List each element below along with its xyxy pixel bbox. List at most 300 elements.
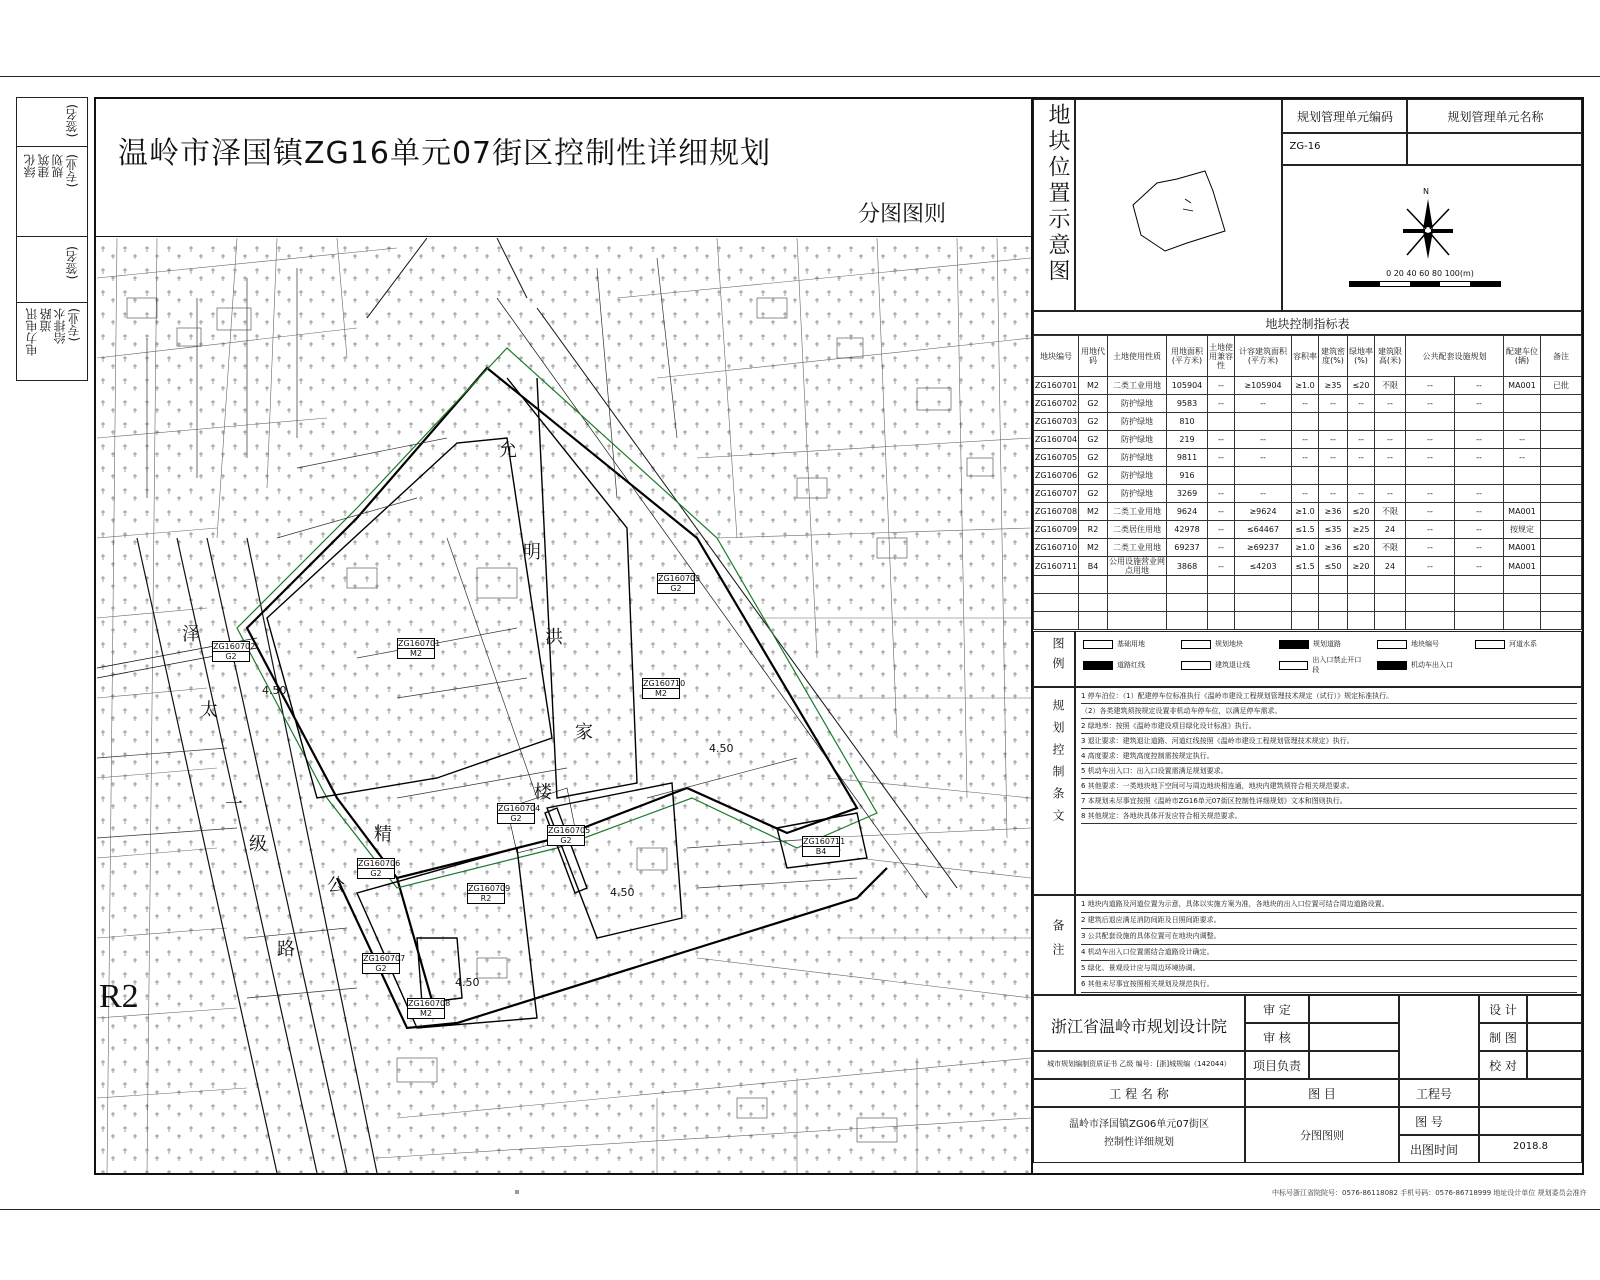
table-cell: 已批 bbox=[1541, 377, 1582, 395]
sign-label: (专业) bbox=[67, 308, 81, 342]
parcel-use: B4 bbox=[803, 846, 839, 856]
table-cell: 105904 bbox=[1167, 377, 1208, 395]
table-cell bbox=[1541, 503, 1582, 521]
table-cell bbox=[1541, 431, 1582, 449]
project-no-value bbox=[1479, 1079, 1582, 1107]
unit-name-cell bbox=[1407, 133, 1582, 165]
table-cell bbox=[1455, 612, 1504, 630]
scale-bar bbox=[1349, 281, 1501, 287]
page-title: 温岭市泽国镇ZG16单元07街区控制性详细规划 bbox=[118, 136, 772, 171]
table-cell bbox=[1319, 612, 1348, 630]
table-header: 备注 bbox=[1541, 336, 1582, 377]
table-cell bbox=[1034, 612, 1079, 630]
table-cell bbox=[1079, 576, 1108, 594]
table-cell bbox=[1208, 413, 1235, 431]
table-row bbox=[1034, 503, 1582, 521]
table-cell: -- bbox=[1455, 539, 1504, 557]
page-subtitle: 分图图则 bbox=[858, 202, 947, 227]
table-cell bbox=[1235, 594, 1292, 612]
remarks-line: 2 建筑后退应满足消防间距及日照间距要求。 bbox=[1081, 913, 1577, 929]
parcel-code: ZG160710 bbox=[643, 679, 686, 688]
table-cell bbox=[1541, 521, 1582, 539]
rules-line: 3 退让要求：建筑退让道路、河道红线按照《温岭市建设工程规划管理技术规定》执行。 bbox=[1081, 734, 1577, 749]
table-cell: ≥1.0 bbox=[1292, 377, 1319, 395]
table-cell: R2 bbox=[1079, 521, 1108, 539]
table-cell: -- bbox=[1208, 449, 1235, 467]
table-cell: -- bbox=[1348, 395, 1375, 413]
table-cell bbox=[1504, 485, 1541, 503]
table-cell bbox=[1167, 594, 1208, 612]
table-cell bbox=[1541, 594, 1582, 612]
parcel-label bbox=[397, 638, 441, 659]
table-cell bbox=[1348, 413, 1375, 431]
table-cell: ≥105904 bbox=[1235, 377, 1292, 395]
table-cell: -- bbox=[1319, 449, 1348, 467]
parcel-code: ZG160708 bbox=[408, 999, 451, 1008]
legend-text: 机动车出入口 bbox=[1411, 661, 1453, 669]
table-cell: M2 bbox=[1079, 539, 1108, 557]
legend-text: 出入口禁止开口段 bbox=[1312, 656, 1362, 674]
table-row bbox=[1034, 431, 1582, 449]
table-cell: ZG160704 bbox=[1034, 431, 1079, 449]
table-cell bbox=[1504, 576, 1541, 594]
table-cell: 24 bbox=[1375, 557, 1406, 576]
table-cell: M2 bbox=[1079, 503, 1108, 521]
table-row bbox=[1034, 413, 1582, 431]
table-row bbox=[1034, 377, 1582, 395]
table-cell bbox=[1406, 576, 1455, 594]
table-cell: MA001 bbox=[1504, 539, 1541, 557]
elevation-label: 4.50 bbox=[610, 886, 635, 899]
table-row-empty bbox=[1034, 612, 1582, 630]
road-name-char: 太 bbox=[200, 700, 218, 721]
table-cell: -- bbox=[1208, 395, 1235, 413]
table-cell: 防护绿地 bbox=[1108, 449, 1167, 467]
table-cell: 二类工业用地 bbox=[1108, 503, 1167, 521]
legend-item bbox=[1181, 639, 1269, 649]
table-cell: 3269 bbox=[1167, 485, 1208, 503]
rules-line: 2 绿地率：按照《温岭市建设项目绿化设计标准》执行。 bbox=[1081, 719, 1577, 734]
table-cell: 9811 bbox=[1167, 449, 1208, 467]
parcel-use: G2 bbox=[363, 963, 399, 973]
review-label: 审 定 bbox=[1263, 1003, 1291, 1017]
sign-strip bbox=[16, 97, 88, 381]
table-cell: 不限 bbox=[1375, 377, 1406, 395]
table-row bbox=[1034, 485, 1582, 503]
table-header: 用地面积(平方米) bbox=[1167, 336, 1208, 377]
rules-list bbox=[1081, 689, 1577, 824]
legend-swatch bbox=[1279, 661, 1308, 670]
table-cell: ≥20 bbox=[1348, 557, 1375, 576]
table-cell bbox=[1167, 612, 1208, 630]
table-cell bbox=[1292, 467, 1319, 485]
table-cell: ≥9624 bbox=[1235, 503, 1292, 521]
table-cell bbox=[1541, 539, 1582, 557]
table-cell: G2 bbox=[1079, 485, 1108, 503]
table-cell: 24 bbox=[1375, 521, 1406, 539]
legend-swatch bbox=[1083, 661, 1113, 670]
table-cell: 二类居住用地 bbox=[1108, 521, 1167, 539]
table-cell bbox=[1319, 576, 1348, 594]
table-cell: 9583 bbox=[1167, 395, 1208, 413]
parcel-use: R2 bbox=[468, 893, 504, 903]
table-cell bbox=[1235, 576, 1292, 594]
table-cell: -- bbox=[1208, 521, 1235, 539]
corner-mark: R2 bbox=[99, 978, 139, 1015]
legend-swatch bbox=[1181, 640, 1211, 649]
manager-value bbox=[1309, 1051, 1399, 1079]
table-cell: -- bbox=[1406, 539, 1455, 557]
legend-item bbox=[1377, 639, 1465, 649]
header-divider bbox=[96, 236, 1031, 237]
table-cell: -- bbox=[1375, 395, 1406, 413]
info-panel bbox=[1033, 99, 1582, 1173]
table-cell bbox=[1348, 467, 1375, 485]
table-cell bbox=[1292, 576, 1319, 594]
table-cell: 按规定 bbox=[1504, 521, 1541, 539]
table-cell bbox=[1375, 576, 1406, 594]
table-cell bbox=[1208, 576, 1235, 594]
table-header: 容积率 bbox=[1292, 336, 1319, 377]
legend-text: 道路红线 bbox=[1117, 661, 1145, 669]
table-cell: ≥36 bbox=[1319, 539, 1348, 557]
road-name-char: 精 bbox=[374, 824, 392, 845]
parcel-code: ZG160704 bbox=[498, 804, 541, 813]
table-cell: -- bbox=[1504, 431, 1541, 449]
table-cell: ≤1.5 bbox=[1292, 557, 1319, 576]
table-cell: -- bbox=[1292, 431, 1319, 449]
elevation-label: 4.50 bbox=[709, 742, 734, 755]
table-cell bbox=[1375, 413, 1406, 431]
table-cell bbox=[1375, 594, 1406, 612]
table-cell bbox=[1348, 594, 1375, 612]
check-label: 审 核 bbox=[1263, 1031, 1291, 1045]
table-cell bbox=[1319, 467, 1348, 485]
table-body bbox=[1034, 377, 1582, 630]
table-cell bbox=[1541, 449, 1582, 467]
remarks-list bbox=[1081, 897, 1577, 993]
table-cell: -- bbox=[1292, 449, 1319, 467]
parcel-label bbox=[642, 678, 686, 699]
remarks-line: 4 机动车出入口位置需结合道路设计确定。 bbox=[1081, 945, 1577, 961]
road-name-char: 公 bbox=[327, 875, 345, 896]
table-cell bbox=[1208, 594, 1235, 612]
remarks-line: 5 绿化、景观设计应与周边环境协调。 bbox=[1081, 961, 1577, 977]
unit-name-label: 规划管理单元名称 bbox=[1447, 110, 1544, 124]
review-value bbox=[1309, 995, 1399, 1023]
table-cell bbox=[1541, 576, 1582, 594]
table-cell: 9624 bbox=[1167, 503, 1208, 521]
rules-line: 1 停车泊位：（1）配建停车位标准执行《温岭市建设工程规划管理技术规定（试行）》规定标准执行。 bbox=[1081, 689, 1577, 704]
table-cell bbox=[1208, 467, 1235, 485]
table-cell: -- bbox=[1208, 485, 1235, 503]
road-name-char: 洪 bbox=[545, 627, 563, 648]
table-row bbox=[1034, 521, 1582, 539]
parcel-use: M2 bbox=[643, 688, 679, 698]
map-drawing bbox=[97, 238, 1031, 1173]
table-cell: -- bbox=[1375, 449, 1406, 467]
rules-line: 4 高度要求：建筑高度控制需按规定执行。 bbox=[1081, 749, 1577, 764]
road-name-char: 楼 bbox=[534, 782, 552, 803]
table-cell: 防护绿地 bbox=[1108, 395, 1167, 413]
table-cell: -- bbox=[1235, 449, 1292, 467]
legend-label: 图例 bbox=[1051, 637, 1065, 677]
table-cell bbox=[1406, 594, 1455, 612]
table-cell: ≤50 bbox=[1319, 557, 1348, 576]
table-cell bbox=[1108, 594, 1167, 612]
rules-line: 7 本规划未尽事宜按照《温岭市ZG16单元07街区控制性详细规划》文本和图则执行。 bbox=[1081, 794, 1577, 809]
table-cell: 不限 bbox=[1375, 539, 1406, 557]
legend-text: 基础用地 bbox=[1117, 640, 1145, 648]
table-cell bbox=[1235, 413, 1292, 431]
drawing-no-label: 图 号 bbox=[1415, 1115, 1443, 1129]
table-cell: -- bbox=[1319, 431, 1348, 449]
table-cell bbox=[1079, 594, 1108, 612]
remarks-label: 备注 bbox=[1051, 919, 1065, 967]
table-cell: 防护绿地 bbox=[1108, 467, 1167, 485]
parcel-use: G2 bbox=[358, 868, 394, 878]
table-cell: -- bbox=[1319, 395, 1348, 413]
table-cell: 二类工业用地 bbox=[1108, 377, 1167, 395]
table-cell: ZG160706 bbox=[1034, 467, 1079, 485]
table-row bbox=[1034, 557, 1582, 576]
table-cell: -- bbox=[1455, 557, 1504, 576]
road-name-char: 泽 bbox=[182, 624, 200, 645]
table-cell: -- bbox=[1235, 395, 1292, 413]
unit-code-label: 规划管理单元编码 bbox=[1296, 110, 1393, 124]
north-label: N bbox=[1423, 187, 1429, 196]
legend-list bbox=[1083, 639, 1573, 675]
design-value bbox=[1527, 995, 1582, 1023]
legend-swatch bbox=[1377, 640, 1407, 649]
unit-code-value: ZG-16 bbox=[1289, 141, 1321, 152]
table-cell: G2 bbox=[1079, 431, 1108, 449]
sign-label: 绿化 bbox=[23, 154, 37, 178]
table-cell: -- bbox=[1455, 431, 1504, 449]
parcel-label bbox=[547, 825, 591, 846]
table-cell bbox=[1348, 576, 1375, 594]
table-cell: -- bbox=[1292, 485, 1319, 503]
table-cell bbox=[1504, 467, 1541, 485]
table-cell: G2 bbox=[1079, 413, 1108, 431]
table-header: 土地使用兼容性 bbox=[1208, 336, 1235, 377]
table-header: 绿地率(%) bbox=[1348, 336, 1375, 377]
table-cell bbox=[1375, 612, 1406, 630]
legend-item bbox=[1083, 655, 1171, 675]
table-cell bbox=[1541, 557, 1582, 576]
rules-line: （2）各类建筑须按规定设置非机动车停车位，以满足停车需求。 bbox=[1081, 704, 1577, 719]
table-cell bbox=[1034, 594, 1079, 612]
manager-label: 项目负责 bbox=[1252, 1059, 1301, 1073]
table-cell: ≤20 bbox=[1348, 539, 1375, 557]
table-cell: -- bbox=[1406, 395, 1455, 413]
table-cell bbox=[1504, 612, 1541, 630]
table-cell bbox=[1455, 467, 1504, 485]
remarks-line: 3 公共配套设施的具体位置可在地块内调整。 bbox=[1081, 929, 1577, 945]
table-cell: -- bbox=[1375, 485, 1406, 503]
table-cell: ≤20 bbox=[1348, 377, 1375, 395]
legend-item bbox=[1181, 655, 1269, 675]
elevation-label: 4.50 bbox=[455, 976, 480, 989]
table-header: 公共配套设施规划 bbox=[1406, 336, 1504, 377]
table-cell bbox=[1235, 612, 1292, 630]
table-cell: -- bbox=[1292, 395, 1319, 413]
table-cell: -- bbox=[1348, 449, 1375, 467]
table-cell bbox=[1292, 413, 1319, 431]
table-cell: -- bbox=[1406, 557, 1455, 576]
table-cell: -- bbox=[1406, 521, 1455, 539]
table-cell: G2 bbox=[1079, 395, 1108, 413]
table-cell: MA001 bbox=[1504, 503, 1541, 521]
parcel-code: ZG160707 bbox=[363, 954, 406, 963]
table-cell: ≥25 bbox=[1348, 521, 1375, 539]
proof-label: 校 对 bbox=[1489, 1059, 1517, 1073]
table-cell bbox=[1455, 594, 1504, 612]
table-cell: ≥35 bbox=[1319, 377, 1348, 395]
table-cell: ≤4203 bbox=[1235, 557, 1292, 576]
project-name-line1: 温岭市泽国镇ZG06单元07街区 bbox=[1068, 1119, 1210, 1130]
remarks-line: 1 地块内道路及河道位置为示意，具体以实施方案为准，各地块的出入口位置可结合周边道路设置。 bbox=[1081, 897, 1577, 913]
legend-text: 规划地块 bbox=[1215, 640, 1243, 648]
table-row bbox=[1034, 395, 1582, 413]
table-cell bbox=[1504, 594, 1541, 612]
table-cell: 42978 bbox=[1167, 521, 1208, 539]
table-cell: 3868 bbox=[1167, 557, 1208, 576]
parcel-use: M2 bbox=[398, 648, 434, 658]
table-cell: ZG160710 bbox=[1034, 539, 1079, 557]
parcel-label bbox=[802, 836, 846, 857]
table-cell bbox=[1406, 413, 1455, 431]
table-cell bbox=[1406, 612, 1455, 630]
index-table bbox=[1033, 335, 1582, 630]
table-cell bbox=[1235, 467, 1292, 485]
table-cell: -- bbox=[1406, 485, 1455, 503]
table-cell: MA001 bbox=[1504, 557, 1541, 576]
table-cell: -- bbox=[1208, 557, 1235, 576]
proof-value bbox=[1527, 1051, 1582, 1079]
parcel-use: G2 bbox=[658, 583, 694, 593]
draw-value bbox=[1527, 1023, 1582, 1051]
parcel-code: ZG160701 bbox=[398, 639, 441, 648]
compass-icon bbox=[1393, 199, 1463, 269]
legend-swatch bbox=[1377, 661, 1407, 670]
table-cell bbox=[1319, 413, 1348, 431]
table-cell bbox=[1541, 467, 1582, 485]
table-cell: MA001 bbox=[1504, 377, 1541, 395]
table-cell bbox=[1319, 594, 1348, 612]
table-cell bbox=[1034, 576, 1079, 594]
table-cell: ZG160707 bbox=[1034, 485, 1079, 503]
road-name-char: 家 bbox=[575, 722, 593, 743]
table-cell: -- bbox=[1208, 539, 1235, 557]
table-cell: 不限 bbox=[1375, 503, 1406, 521]
design-label: 设 计 bbox=[1489, 1003, 1517, 1017]
license-text: 城市规划编制资质证书 乙级 编号：[浙]城规编（142044） bbox=[1047, 1060, 1231, 1068]
table-row bbox=[1034, 539, 1582, 557]
table-cell: ≥1.0 bbox=[1292, 503, 1319, 521]
legend-item bbox=[1475, 639, 1563, 649]
legend-text: 建筑退让线 bbox=[1215, 661, 1250, 669]
table-cell: ZG160705 bbox=[1034, 449, 1079, 467]
legend-item bbox=[1279, 655, 1367, 675]
table-header: 建筑限高(米) bbox=[1375, 336, 1406, 377]
parcel-label bbox=[497, 803, 541, 824]
sign-label: (签名) bbox=[65, 104, 79, 138]
table-cell bbox=[1108, 612, 1167, 630]
table-cell: -- bbox=[1455, 485, 1504, 503]
legend-text: 地块编号 bbox=[1411, 640, 1439, 648]
table-cell: -- bbox=[1235, 431, 1292, 449]
table-cell: -- bbox=[1455, 503, 1504, 521]
table-cell: ≥36 bbox=[1319, 503, 1348, 521]
table-header: 地块编号 bbox=[1034, 336, 1079, 377]
parcel-label bbox=[467, 883, 511, 904]
table-cell: 810 bbox=[1167, 413, 1208, 431]
table-cell: G2 bbox=[1079, 449, 1108, 467]
table-cell: ≤35 bbox=[1319, 521, 1348, 539]
plan-map bbox=[97, 238, 1031, 1173]
table-row bbox=[1034, 449, 1582, 467]
table-title: 地块控制指标表 bbox=[1265, 317, 1350, 331]
parcel-code: ZG160711 bbox=[803, 837, 846, 846]
table-cell bbox=[1504, 395, 1541, 413]
table-cell bbox=[1406, 467, 1455, 485]
sign-label: (专业) bbox=[65, 154, 79, 188]
table-cell: -- bbox=[1504, 449, 1541, 467]
table-cell: 二类工业用地 bbox=[1108, 539, 1167, 557]
table-cell bbox=[1541, 612, 1582, 630]
table-cell bbox=[1108, 576, 1167, 594]
legend-item bbox=[1279, 639, 1367, 649]
table-header: 配建车位(辆) bbox=[1504, 336, 1541, 377]
table-cell bbox=[1348, 612, 1375, 630]
table-cell: ZG160711 bbox=[1034, 557, 1079, 576]
check-value bbox=[1309, 1023, 1399, 1051]
table-row bbox=[1034, 467, 1582, 485]
sign-label: 规划 bbox=[51, 154, 65, 178]
parcel-code: ZG160702 bbox=[213, 642, 256, 651]
blank-cell bbox=[1399, 995, 1479, 1079]
road-name-char: 明 bbox=[523, 542, 541, 563]
legend-swatch bbox=[1083, 640, 1113, 649]
table-cell: -- bbox=[1208, 377, 1235, 395]
sign-label: 道路 bbox=[39, 308, 53, 332]
sign-label: (签名) bbox=[65, 246, 79, 280]
table-cell: M2 bbox=[1079, 377, 1108, 395]
table-cell bbox=[1541, 485, 1582, 503]
parcel-code: ZG160709 bbox=[468, 884, 511, 893]
table-cell bbox=[1079, 612, 1108, 630]
table-cell bbox=[1541, 413, 1582, 431]
table-header: 计容建筑面积(平方米) bbox=[1235, 336, 1292, 377]
drawing-label: 图 目 bbox=[1308, 1087, 1336, 1101]
table-cell: -- bbox=[1406, 377, 1455, 395]
table-cell bbox=[1541, 395, 1582, 413]
rules-line: 5 机动车出入口：出入口设置需满足规划要求。 bbox=[1081, 764, 1577, 779]
legend-swatch bbox=[1279, 640, 1309, 649]
footer-note: 中标号浙江省院院号：0576-86118082 手机号码：0576-86718999 地址设计单位 规划委员会准许 bbox=[1272, 1189, 1587, 1197]
table-row-empty bbox=[1034, 576, 1582, 594]
legend-text: 规划道路 bbox=[1313, 640, 1341, 648]
table-cell bbox=[1167, 576, 1208, 594]
table-cell bbox=[1292, 612, 1319, 630]
parcel-label bbox=[657, 573, 701, 594]
road-name-char: 路 bbox=[277, 939, 295, 960]
parcel-use: G2 bbox=[213, 651, 249, 661]
table-cell: ZG160701 bbox=[1034, 377, 1079, 395]
table-cell bbox=[1208, 612, 1235, 630]
table-cell: ≥69237 bbox=[1235, 539, 1292, 557]
